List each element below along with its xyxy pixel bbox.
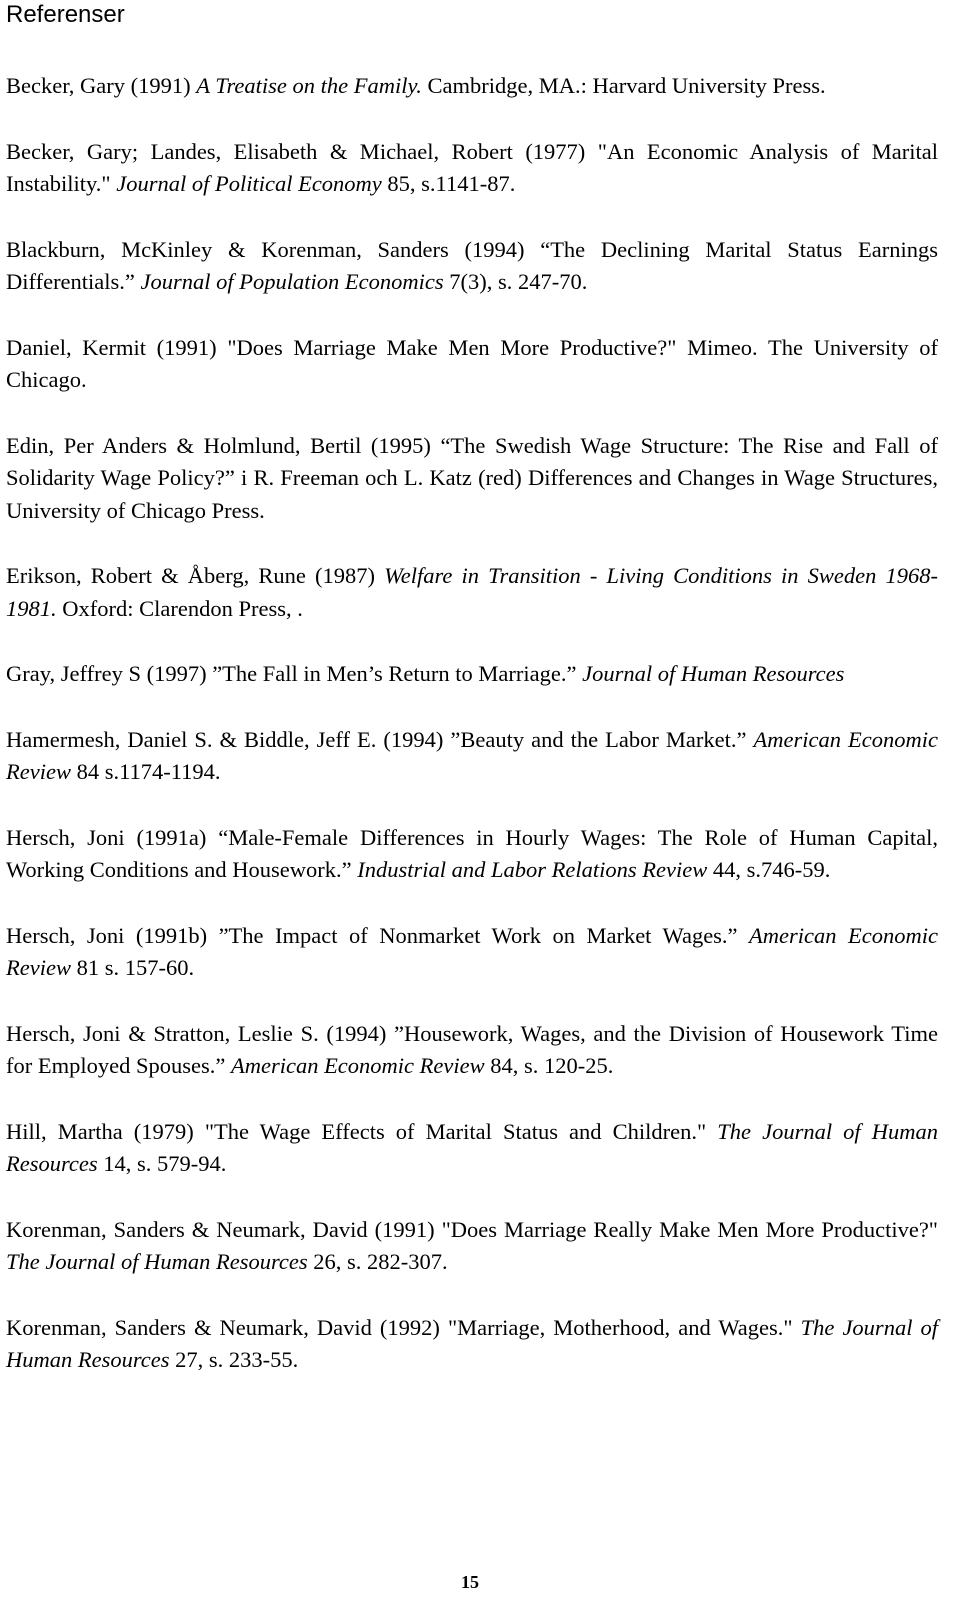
document-page (6, 0, 938, 1410)
reference-text: Erikson, Robert & Åberg, Rune (1987) (6, 563, 385, 588)
reference-entry (6, 70, 938, 103)
reference-title-italic: Welfare in Transition - Living Conditions in Sweden 1968-1981. (6, 563, 938, 621)
reference-text: Daniel, Kermit (1991) "Does Marriage Make Men More Productive?" Mimeo. The University of Chicago. (6, 334, 938, 392)
reference-entry (6, 1214, 938, 1279)
reference-text: Hamermesh, Daniel S. & Biddle, Jeff E. (1994) ”Beauty and the Labor Market.” (6, 726, 754, 752)
reference-text: Korenman, Sanders & Neumark, David (1992) "Marriage, Motherhood, and Wages." (6, 1314, 801, 1340)
reference-text: Cambridge, MA.: Harvard University Press. (421, 73, 826, 98)
reference-title-italic: A Treatise on the Family. (196, 73, 422, 98)
reference-list (6, 70, 938, 1377)
reference-text: 84, s. 120-25. (484, 1053, 614, 1078)
reference-text: 7(3), s. 247-70. (443, 269, 588, 294)
reference-text: Becker, Gary (1991) (6, 73, 197, 98)
reference-entry (6, 136, 938, 201)
reference-entry (6, 1018, 938, 1083)
reference-text: 81 s. 157-60. (70, 955, 195, 980)
reference-title-italic: Journal of Political Economy (116, 171, 382, 196)
reference-text: Hersch, Joni (1991a) “Male-Female Differences in Hourly Wages: The Role of Human Capital, Working Conditions and Housework.” (6, 824, 938, 882)
reference-text: 85, s.1141-87. (381, 171, 516, 196)
reference-entry (6, 920, 938, 985)
reference-text: Hersch, Joni (1991b) ”The Impact of Nonmarket Work on Market Wages.” (6, 922, 750, 948)
reference-title-italic: Industrial and Labor Relations Review (357, 857, 708, 882)
reference-text: Gray, Jeffrey S (1997) ”The Fall in Men’s Return to Marriage.” (6, 661, 583, 686)
reference-entry (6, 560, 938, 625)
reference-entry (6, 822, 938, 887)
reference-title-italic: The Journal of Human Resources (6, 1314, 938, 1372)
reference-title-italic: American Economic Review (6, 726, 938, 784)
reference-text: Edin, Per Anders & Holmlund, Bertil (1995) “The Swedish Wage Structure: The Rise and Fall of Solidarity Wage Policy?” i R. Freeman och L. Katz (red) Differences and Changes in Wage Structures, University of Chicago Press. (6, 432, 938, 523)
reference-entry (6, 332, 938, 397)
reference-text: Korenman, Sanders & Neumark, David (1991) "Does Marriage Really Make Men More Productive?" (6, 1216, 938, 1242)
reference-text: 27, s. 233-55. (169, 1347, 299, 1372)
reference-text: 44, s.746-59. (707, 857, 831, 882)
reference-entry (6, 1312, 938, 1377)
reference-text: 26, s. 282-307. (307, 1249, 448, 1274)
reference-entry (6, 1116, 938, 1181)
reference-entry (6, 430, 938, 528)
reference-text: Blackburn, McKinley & Korenman, Sanders (1994) “The Declining Marital Status Earnings Differentials.” (6, 236, 938, 294)
reference-text: Hill, Martha (1979) "The Wage Effects of Marital Status and Children." (6, 1118, 718, 1144)
reference-text: 84 s.1174-1194. (70, 759, 221, 784)
reference-entry (6, 658, 938, 691)
reference-title-italic: American Economic Review (6, 922, 938, 980)
reference-title-italic: The Journal of Human Resources (6, 1249, 308, 1274)
reference-text: Oxford: Clarendon Press, . (56, 595, 303, 621)
page-number: 15 (461, 1572, 479, 1592)
section-heading: Referenser (6, 1, 125, 28)
reference-title-italic: Journal of Population Economics (140, 269, 444, 294)
reference-text: Becker, Gary; Landes, Elisabeth & Michael, Robert (1977) "An Economic Analysis of Marital Instability." (6, 138, 938, 196)
reference-text: Hersch, Joni & Stratton, Leslie S. (1994) ”Housework, Wages, and the Division of Housework Time for Employed Spouses.” (6, 1020, 938, 1078)
reference-text: 14, s. 579-94. (97, 1151, 227, 1176)
reference-title-italic: Journal of Human Resources (582, 661, 845, 686)
reference-title-italic: American Economic Review (230, 1053, 485, 1078)
reference-title-italic: The Journal of Human Resources (6, 1118, 938, 1176)
reference-entry (6, 724, 938, 789)
reference-entry (6, 234, 938, 299)
